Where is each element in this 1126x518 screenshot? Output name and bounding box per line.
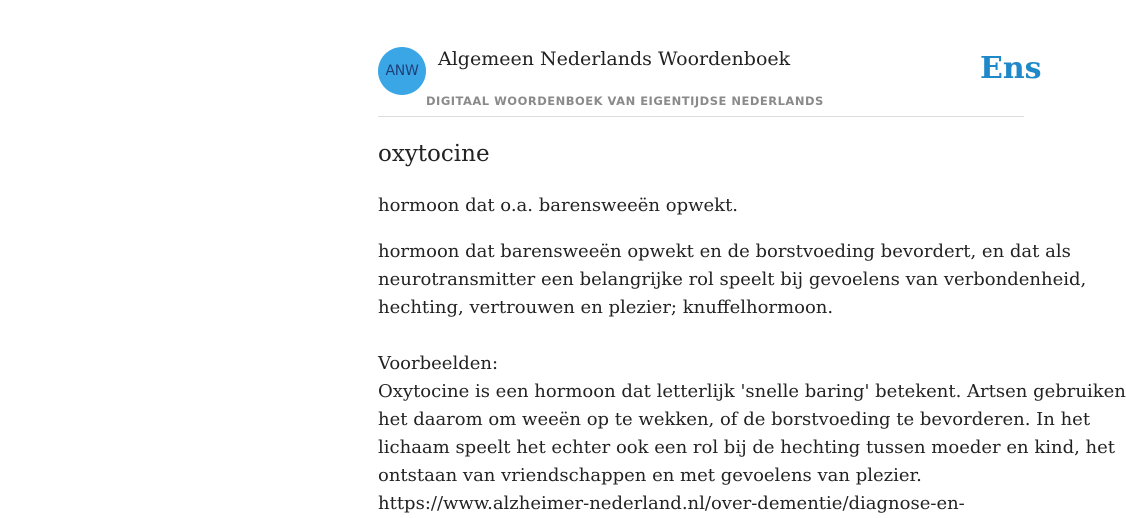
long-definition [378,238,1087,322]
language-switch-link[interactable]: Ens [980,51,1042,86]
short-definition: hormoon dat o.a. barensweeën opwekt. [378,195,739,216]
long-definition-line: hechting, vertrouwen en plezier; knuffelhormoon. [378,297,834,318]
anw-logo[interactable]: ANW [378,47,426,95]
examples-label: Voorbeelden: [378,353,499,374]
example-line: het daarom om weeën op te wekken, of de borstvoeding te bevorderen. In het [378,409,1091,430]
entry-content [378,138,1126,518]
examples-section [378,350,1126,518]
example-line: ontstaan van vriendschappen en met gevoelens van plezier. [378,465,922,486]
example-line: lichaam speelt het echter ook een rol bij de hechting tussen moeder en kind, het [378,437,1116,458]
long-definition-line: hormoon dat barensweeën opwekt en de borstvoeding bevordert, en dat als [378,241,1071,262]
site-subtitle: DIGITAAL WOORDENBOEK VAN EIGENTIJDSE NEDERLANDS [426,94,824,108]
long-definition-line: neurotransmitter een belangrijke rol speelt bij gevoelens van verbondenheid, [378,269,1087,290]
headword: oxytocine [378,141,490,167]
example-source-link[interactable]: https://www.alzheimer-nederland.nl/over-dementie/diagnose-en- [378,493,965,514]
site-title[interactable]: Algemeen Nederlands Woordenboek [438,48,791,70]
site-header [378,47,1042,117]
example-line: Oxytocine is een hormoon dat letterlijk 'snelle baring' betekent. Artsen gebruiken [378,381,1126,402]
spacer [378,322,1078,350]
